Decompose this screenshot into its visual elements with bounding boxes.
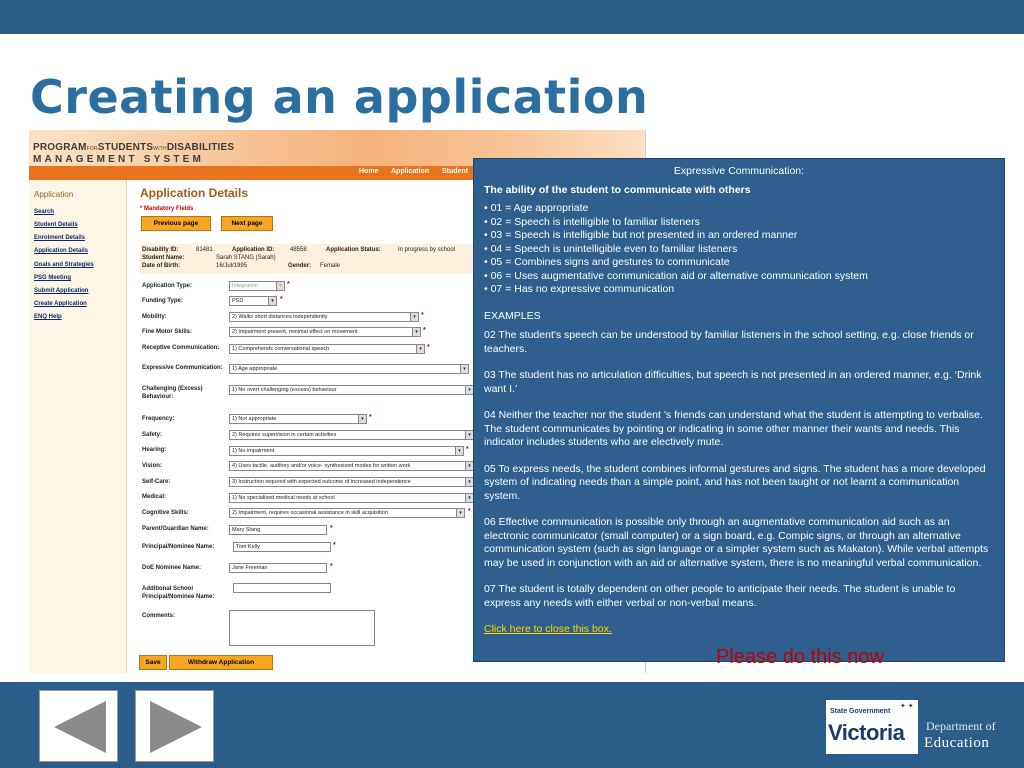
sidebar-item-enq-help[interactable]: ENQ Help — [34, 314, 62, 320]
label-vision: Vision: — [142, 463, 162, 469]
required-mark: * — [468, 508, 471, 515]
application-status: In progress by school — [398, 247, 456, 253]
sidebar-item-psg-meeting[interactable]: PSG Meeting — [34, 275, 72, 281]
sidebar-item-submit[interactable]: Submit Application — [34, 288, 89, 294]
chevron-down-icon: ▾ — [456, 509, 464, 517]
list-item: • 07 = Has no expressive communication — [484, 283, 675, 295]
prompt-text: Please do this now — [716, 646, 884, 668]
previous-slide-button[interactable] — [39, 690, 118, 762]
example-04: 04 Neither the teacher nor the student ’s friends can understand what the student is attempting to verbalise. The student communicates by pointing or indicating in some other manner their wants and needs. This indicator includes students who are electively mute. — [484, 409, 983, 448]
popup-title: Expressive Communication: — [673, 165, 805, 177]
logo-students: STUDENTS — [97, 142, 154, 153]
label-challenging-behaviour: Challenging (Excess) Behaviour: — [142, 386, 203, 400]
sidebar-item-search[interactable]: Search — [34, 209, 55, 215]
chevron-down-icon: ▾ — [416, 345, 424, 353]
nav-student[interactable]: Student — [442, 168, 469, 175]
example-06: 06 Effective communication is possible only through an augmentative communication aid such as an electronic communicator (small computer) or a sign board, e.g. Compic signs, or through an alternative communication system (such as sign language or a simpler system such as Makaton). While verbal attempts may be used in conjunction with an aid or alternative system, there is no meaningful verbal communication. — [484, 516, 989, 569]
application-id: 48558 — [290, 247, 307, 253]
label-mobility: Mobility: — [142, 314, 167, 320]
chevron-down-icon: ▾ — [455, 447, 463, 455]
chevron-down-icon: ▾ — [465, 494, 473, 502]
app-logo — [33, 142, 234, 153]
label-frequency: Frequency: — [142, 416, 175, 422]
nav-home[interactable]: Home — [359, 168, 379, 175]
chevron-down-icon: ▾ — [465, 386, 473, 394]
label-principal-nominee: Principal/Nominee Name: — [142, 544, 215, 550]
funding-type-value: PSD — [232, 298, 244, 304]
gender-label: Gender: — [288, 263, 312, 269]
required-mark: * — [287, 281, 290, 288]
examples-heading: EXAMPLES — [484, 309, 541, 322]
medical-select[interactable] — [229, 493, 474, 503]
app-logo-subtitle: MANAGEMENT SYSTEM — [33, 154, 205, 165]
chevron-down-icon: ▾ — [460, 365, 468, 373]
chevron-down-icon: ▾ — [465, 462, 473, 470]
label-self-care: Self-Care: — [142, 479, 171, 485]
disability-id-label: Disability ID: — [142, 247, 179, 253]
required-mark: * — [330, 525, 333, 532]
expressive-communication-select[interactable] — [229, 364, 469, 374]
label-safety: Safety: — [142, 432, 163, 438]
star-icon: ✦ ✦ — [900, 703, 914, 710]
comments-textarea[interactable] — [229, 610, 375, 646]
chevron-down-icon: ▾ — [465, 431, 473, 439]
required-mark: * — [369, 414, 372, 421]
required-mark: * — [466, 446, 469, 453]
challenging-behaviour-select[interactable] — [229, 385, 474, 395]
medical-value: 1) No specialised medical needs at school — [232, 495, 335, 501]
mandatory-note: * Mandatory Fields — [140, 206, 194, 212]
sidebar-item-application-details[interactable]: Application Details — [34, 248, 89, 254]
required-mark: * — [423, 327, 426, 334]
self-care-value: 3) Instruction required with expected outcome of increased independence — [232, 479, 411, 485]
example-03: 03 The student has no articulation difficulties, but speech is not presented in an ordered manner, e.g. ‘Drink want I.’ — [484, 369, 982, 395]
left-triangle-icon — [54, 701, 106, 753]
frequency-value: 1) Not appropriate — [232, 416, 277, 422]
logo-disabilities: DISABILITIES — [166, 142, 235, 153]
frequency-select[interactable] — [229, 414, 367, 424]
list-item: • 06 = Uses augmentative communication aid or alternative communication system — [484, 269, 868, 282]
receptive-communication-value: 1) Comprehends conversational speech — [232, 346, 330, 352]
label-parent-guardian: Parent/Guardian Name: — [142, 526, 209, 532]
logo-program: PROGRAM — [33, 142, 87, 153]
additional-principal-input[interactable] — [233, 583, 331, 593]
cognitive-skills-select[interactable] — [229, 508, 465, 518]
chevron-down-icon: ▾ — [465, 478, 473, 486]
application-type-select[interactable] — [229, 281, 285, 291]
safety-value: 2) Requires supervision in certain activities — [232, 432, 337, 438]
next-page-button[interactable]: Next page — [221, 216, 273, 231]
sidebar-item-student-details[interactable]: Student Details — [34, 222, 78, 228]
required-mark: * — [427, 344, 430, 351]
sidebar-item-goals[interactable]: Goals and Strategies — [34, 262, 94, 268]
chevron-down-icon: ▾ — [276, 282, 284, 290]
top-band — [0, 0, 1024, 34]
slide-title: Creating an application — [30, 70, 649, 124]
previous-page-button[interactable]: Previous page — [141, 216, 211, 231]
funding-type-select[interactable] — [229, 296, 277, 306]
application-id-label: Application ID: — [232, 247, 275, 253]
expressive-communication-value: 1) Age appropriate — [232, 366, 278, 372]
hearing-select[interactable] — [229, 446, 464, 456]
safety-select[interactable] — [229, 430, 474, 440]
list-item: • 04 = Speech is unintelligible even to familiar listeners — [484, 242, 738, 255]
logo-with: WITH — [153, 146, 167, 152]
app-sidebar — [29, 180, 127, 673]
chevron-down-icon: ▾ — [410, 313, 418, 321]
mobility-value: 2) Walks short distances independently — [232, 314, 328, 320]
required-mark: * — [280, 296, 283, 303]
example-05: 05 To express needs, the student combines informal gestures and signs. The student has a more developed system of indicating needs than a simple point, and has not been taught or not learnt a communication system. — [484, 462, 986, 502]
state-government-text: State Government — [830, 708, 891, 715]
required-mark: * — [330, 563, 333, 570]
close-popup-link[interactable]: Click here to close this box. — [484, 623, 612, 635]
label-application-type: Application Type: — [142, 283, 192, 289]
gender: Female — [320, 263, 341, 269]
label-funding-type: Funding Type: — [142, 298, 183, 304]
page-title: Application Details — [140, 186, 249, 200]
label-hearing: Hearing: — [142, 447, 167, 453]
list-item: • 01 = Age appropriate — [484, 202, 589, 214]
disability-id: 81481 — [196, 247, 213, 253]
list-item: • 03 = Speech is intelligible but not presented in an ordered manner — [484, 229, 798, 241]
fine-motor-value: 2) Impairment present, minimal effect on movement — [232, 329, 358, 335]
sidebar-item-enrolment-details[interactable]: Enrolment Details — [34, 235, 86, 241]
logo-for: FOR — [86, 146, 98, 152]
label-receptive-communication: Receptive Communication: — [142, 345, 220, 351]
sidebar-heading: Application — [34, 190, 74, 199]
fine-motor-select[interactable] — [229, 327, 421, 337]
chevron-down-icon: ▾ — [268, 297, 276, 305]
vision-value: 4) Uses tactile, auditory and/or voice- synthesized modes for written work — [232, 463, 411, 469]
example-02: 02 The student's speech can be understood by familiar listeners in the school setting, e.g. close friends or teachers. — [484, 329, 974, 355]
required-mark: * — [421, 312, 424, 319]
victoria-logo — [826, 700, 918, 754]
victoria-text: Victoria — [828, 720, 905, 745]
nav-application[interactable]: Application — [391, 168, 430, 175]
label-comments: Comments: — [142, 613, 176, 619]
label-fine-motor: Fine Motor Skills: — [142, 329, 193, 335]
chevron-down-icon: ▾ — [358, 415, 366, 423]
challenging-behaviour-value: 1) No overt challenging (excess) behaviour — [232, 387, 337, 393]
dob-label: Date of Birth: — [142, 263, 180, 269]
save-button[interactable]: Save — [139, 655, 167, 670]
next-slide-button[interactable] — [135, 690, 214, 762]
application-type-value: Integration — [232, 283, 258, 289]
status-label: Application Status: — [326, 247, 381, 253]
withdraw-application-button[interactable]: Withdraw Application — [169, 655, 273, 670]
list-item: • 05 = Combines signs and gestures to communicate — [484, 256, 730, 268]
parent-guardian-input[interactable]: Mary Stang — [229, 525, 327, 535]
principal-nominee-input[interactable]: Tom Kelly — [233, 542, 331, 552]
self-care-select[interactable] — [229, 477, 474, 487]
receptive-communication-select[interactable] — [229, 344, 425, 354]
student-name-label: Student Name: — [142, 255, 185, 261]
label-cognitive-skills: Cognitive Skills: — [142, 510, 189, 516]
list-item: • 02 = Speech is intelligible to familiar listeners — [484, 215, 700, 228]
department-line2: Education — [924, 735, 990, 751]
label-additional-principal: Additional School Principal/Nominee Name: — [142, 586, 215, 600]
hearing-value: 1) No impairment — [232, 448, 275, 454]
example-07: 07 The student is totally dependent on other people to anticipate their needs. The student is unable to express any needs with either verbal or non-verbal means. — [484, 583, 956, 609]
department-line1: Department of — [926, 719, 996, 733]
doe-nominee-input[interactable]: Jane Freeman — [229, 563, 327, 573]
label-expressive-communication: Expressive Communication: — [142, 365, 223, 371]
chevron-down-icon: ▾ — [412, 328, 420, 336]
label-doe-nominee: DoE Nominee Name: — [142, 565, 202, 571]
cognitive-skills-value: 2) Impairment, requires occasional assistance in skill acquisition — [232, 510, 388, 516]
student-name: Sarah STANG (Sarah) — [216, 255, 276, 261]
help-popup — [473, 158, 1005, 662]
required-mark: * — [333, 542, 336, 549]
vision-select[interactable] — [229, 461, 474, 471]
popup-scale-list — [484, 202, 994, 297]
mobility-select[interactable] — [229, 312, 419, 322]
popup-subtitle: The ability of the student to communicate with others — [484, 183, 751, 196]
dob: 16/Jul/1995 — [216, 263, 248, 269]
label-medical: Medical: — [142, 494, 167, 500]
sidebar-item-create[interactable]: Create Application — [34, 301, 87, 307]
right-triangle-icon — [150, 701, 202, 753]
